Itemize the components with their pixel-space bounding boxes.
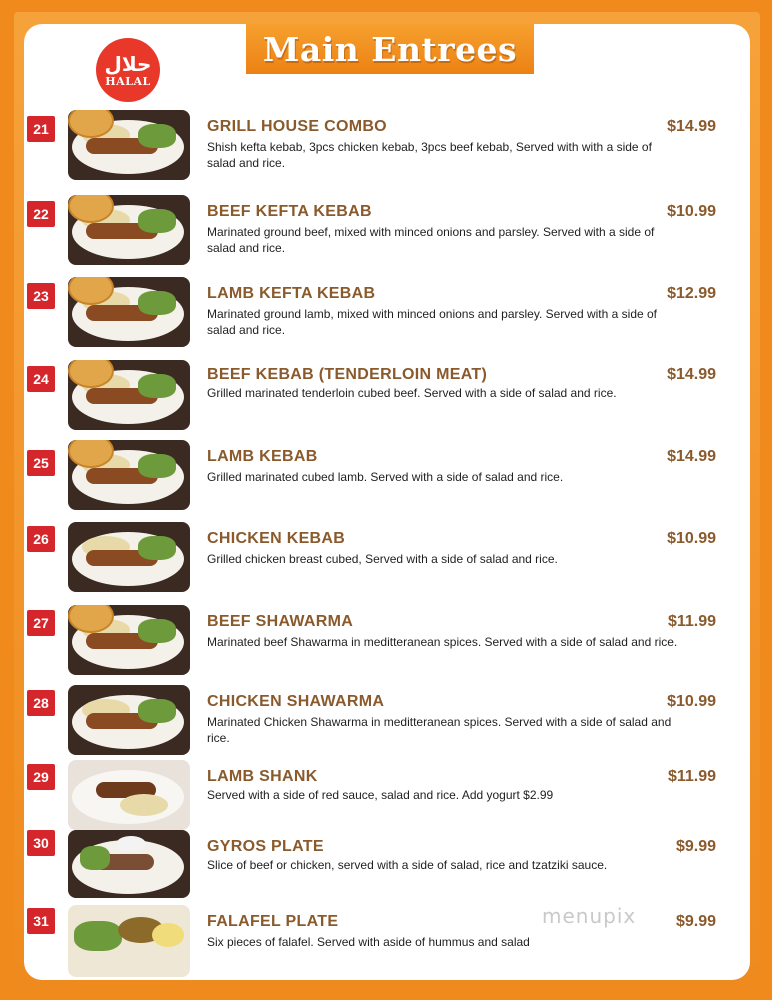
menu-item: [0, 360, 772, 436]
food-photo: [68, 440, 190, 510]
item-price: $12.99: [667, 285, 716, 302]
menu-item: [0, 905, 772, 981]
item-number: 23: [27, 283, 55, 309]
menu-item: [0, 830, 772, 906]
menu-item: [0, 760, 772, 836]
page-title: Main Entrees: [262, 29, 518, 69]
food-photo: [68, 522, 190, 592]
item-description: Marinated ground lamb, mixed with minced onions and parsley. Served with a side of salad and rice.: [207, 307, 658, 337]
item-description: Marinated beef Shawarma in meditteranean spices. Served with a side of salad and rice.: [207, 635, 678, 649]
item-description: Grilled marinated cubed lamb. Served with a side of salad and rice.: [207, 470, 564, 484]
item-name: LAMB KEFTA KEBAB: [207, 285, 376, 302]
item-number: 31: [27, 908, 55, 934]
food-photo: [68, 360, 190, 430]
item-price: $14.99: [667, 448, 716, 465]
item-description: Marinated Chicken Shawarma in meditteranean spices. Served with a side of salad and rice.: [207, 715, 672, 745]
menu-item: [0, 110, 772, 186]
item-number: 24: [27, 366, 55, 392]
menu-item: [0, 685, 772, 761]
menu-item: [0, 277, 772, 353]
item-name: GYROS PLATE: [207, 838, 324, 855]
item-number: 22: [27, 201, 55, 227]
item-price: $9.99: [675, 838, 716, 855]
item-name: LAMB SHANK: [207, 768, 318, 785]
menu-item: [0, 195, 772, 271]
item-price: $14.99: [667, 118, 716, 135]
food-photo: [68, 605, 190, 675]
section-title-banner: [246, 24, 534, 74]
halal-logo: [96, 38, 160, 102]
menu-item: [0, 522, 772, 598]
item-number: 28: [27, 690, 55, 716]
item-price: $14.99: [667, 366, 716, 383]
food-photo: [68, 195, 190, 265]
item-description: Six pieces of falafel. Served with aside of hummus and salad: [207, 935, 530, 949]
food-photo: [68, 685, 190, 755]
item-number: 30: [27, 830, 55, 856]
item-number: 25: [27, 450, 55, 476]
item-name: BEEF SHAWARMA: [207, 613, 354, 630]
item-description: Grilled marinated tenderloin cubed beef. Served with a side of salad and rice.: [207, 386, 617, 400]
item-price: $10.99: [667, 693, 716, 710]
item-name: BEEF KEBAB (TENDERLOIN MEAT): [207, 366, 488, 383]
food-photo: [68, 277, 190, 347]
item-number: 21: [27, 116, 55, 142]
item-description: Marinated ground beef, mixed with minced onions and parsley. Served with a side of salad and rice.: [207, 225, 655, 255]
food-photo: [68, 110, 190, 180]
halal-latin-text: HALAL: [105, 74, 151, 88]
item-name: LAMB KEBAB: [207, 448, 318, 465]
item-name: CHICKEN SHAWARMA: [207, 693, 385, 710]
item-name: CHICKEN KEBAB: [207, 530, 346, 547]
food-photo: [68, 760, 190, 830]
menu-item: [0, 440, 772, 516]
item-name: GRILL HOUSE COMBO: [207, 118, 387, 135]
item-price: $10.99: [667, 203, 716, 220]
item-name: FALAFEL PLATE: [207, 913, 339, 930]
item-name: BEEF KEFTA KEBAB: [207, 203, 372, 220]
item-number: 26: [27, 526, 55, 552]
item-description: Slice of beef or chicken, served with a side of salad, rice and tzatziki sauce.: [207, 858, 608, 872]
menu-item: [0, 605, 772, 681]
item-price: $9.99: [675, 913, 716, 930]
item-number: 29: [27, 764, 55, 790]
item-description: Shish kefta kebab, 3pcs chicken kebab, 3pcs beef kebab, Served with with a side of salad and rice.: [207, 140, 652, 170]
item-description: Served with a side of red sauce, salad and rice. Add yogurt $2.99: [207, 788, 554, 802]
item-description: Grilled chicken breast cubed, Served with a side of salad and rice.: [207, 552, 558, 566]
watermark: menupix: [542, 904, 637, 928]
halal-arabic-text: حلال: [104, 51, 152, 76]
food-photo: [68, 905, 190, 977]
item-price: $11.99: [667, 768, 716, 785]
item-price: $10.99: [667, 530, 716, 547]
food-photo: [68, 830, 190, 898]
item-number: 27: [27, 610, 55, 636]
item-price: $11.99: [667, 613, 716, 630]
